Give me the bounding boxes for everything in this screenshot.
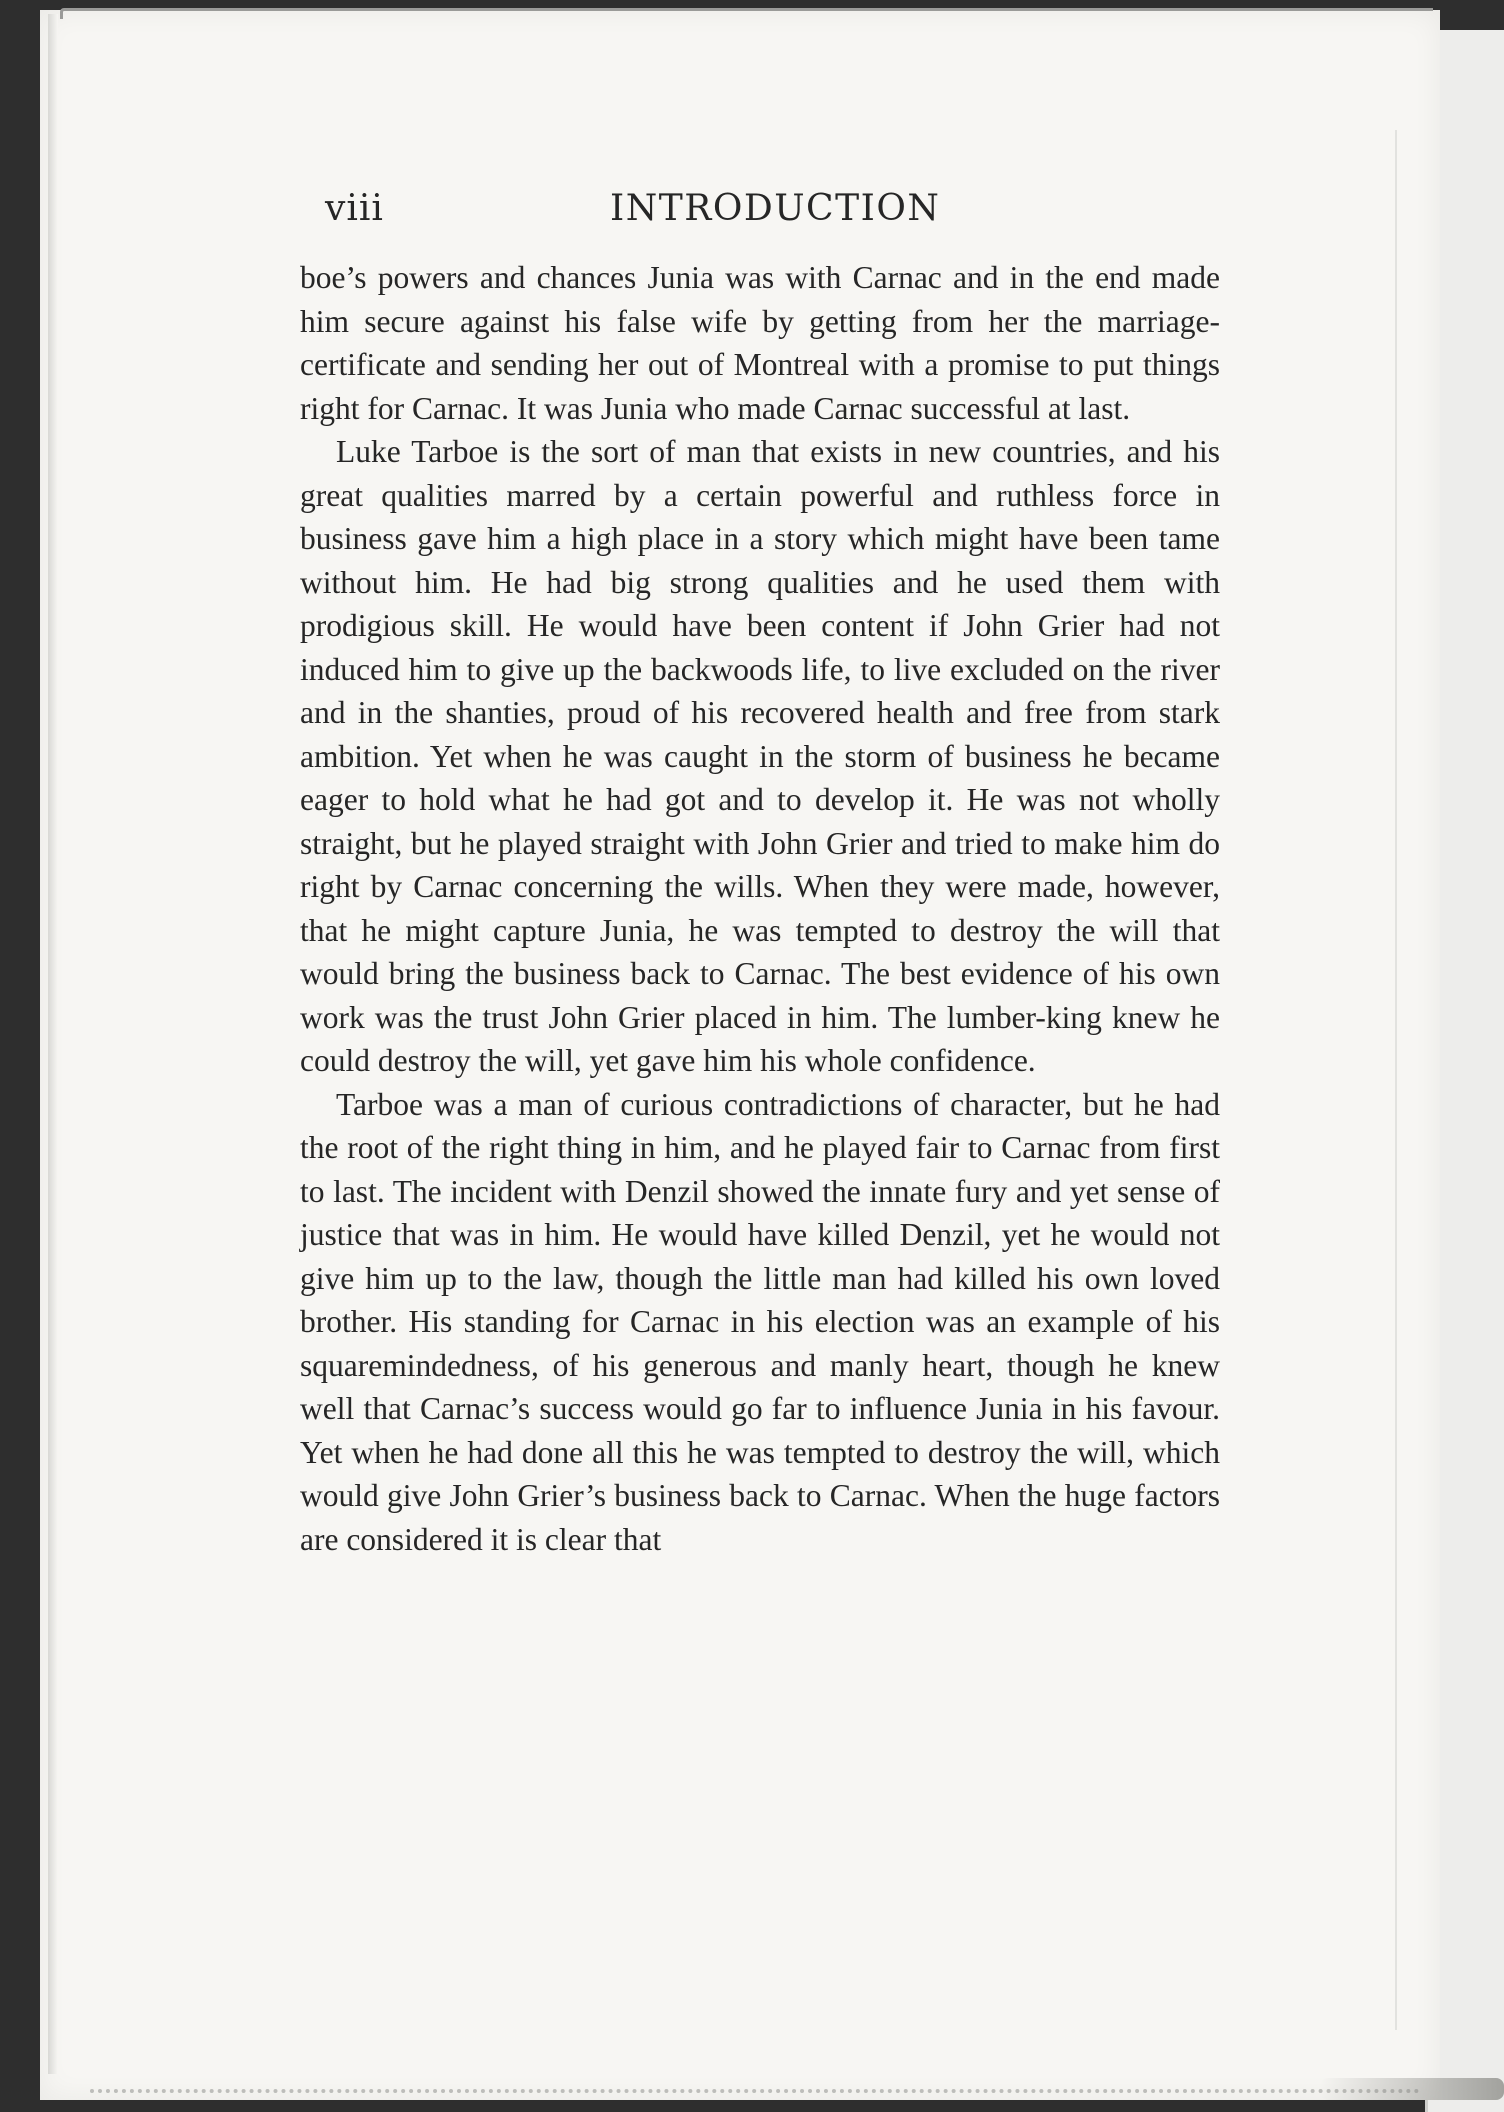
paragraph-continued: boe’s powers and chances Junia was with Carnac and in the end made him secure against his false wife by getting from her the marriage-certificate and sending her out of Montreal with a promise to put things right for Carnac. It was Junia who made Carnac successful at last. [300,260,1220,426]
page-number: viii [325,188,384,229]
scan-smudge [1320,2078,1504,2100]
running-title: INTRODUCTION [610,188,941,229]
page-top-edge [60,8,1433,19]
page-left-edge [48,14,58,2074]
page-bottom-edge [90,2075,1420,2093]
page-gutter-shadow [1395,130,1397,2030]
paragraph-tarboe-contradictions: Tarboe was a man of curious contradictions of character, but he had the root of the right thing in him, and he played fair to Carnac from first to last. The incident with Denzil showed the innate fury and yet sense of justice that was in him. He would have killed Denzil, yet he would not give him up to the law, though the little man had killed his own loved brother. His standing for Carnac in his election was an example of his squaremindedness, of his generous and manly heart, though he knew well that Carnac’s success would go far to influence Junia in his favour. Yet when he had done all this he was tempted to destroy the will, which would give John Grier’s business back to Carnac. When the huge factors are considered it is clear that [300,1086,1220,1557]
page-header [325,188,1205,238]
body-text [300,256,1220,1561]
paragraph-luke-tarboe: Luke Tarboe is the sort of man that exists in new countries, and his great qualities marred by a certain powerful and ruthless force in business gave him a high place in a story which might have been tame without him. He had big strong qualities and he used them with prodigious skill. He would have been content if John Grier had not induced him to give up the backwoods life, to live excluded on the river and in the shanties, proud of his recovered health and free from stark ambition. Yet when he was caught in the storm of business he became eager to hold what he had got and to develop it. He was not wholly straight, but he played straight with John Grier and tried to make him do right by Carnac concerning the wills. When they were made, however, that he might capture Junia, he was tempted to destroy the will that would bring the business back to Carnac. The best evidence of his own work was the trust John Grier placed in him. The lumber-king knew he could destroy the will, yet gave him his whole confidence. [300,434,1220,1078]
